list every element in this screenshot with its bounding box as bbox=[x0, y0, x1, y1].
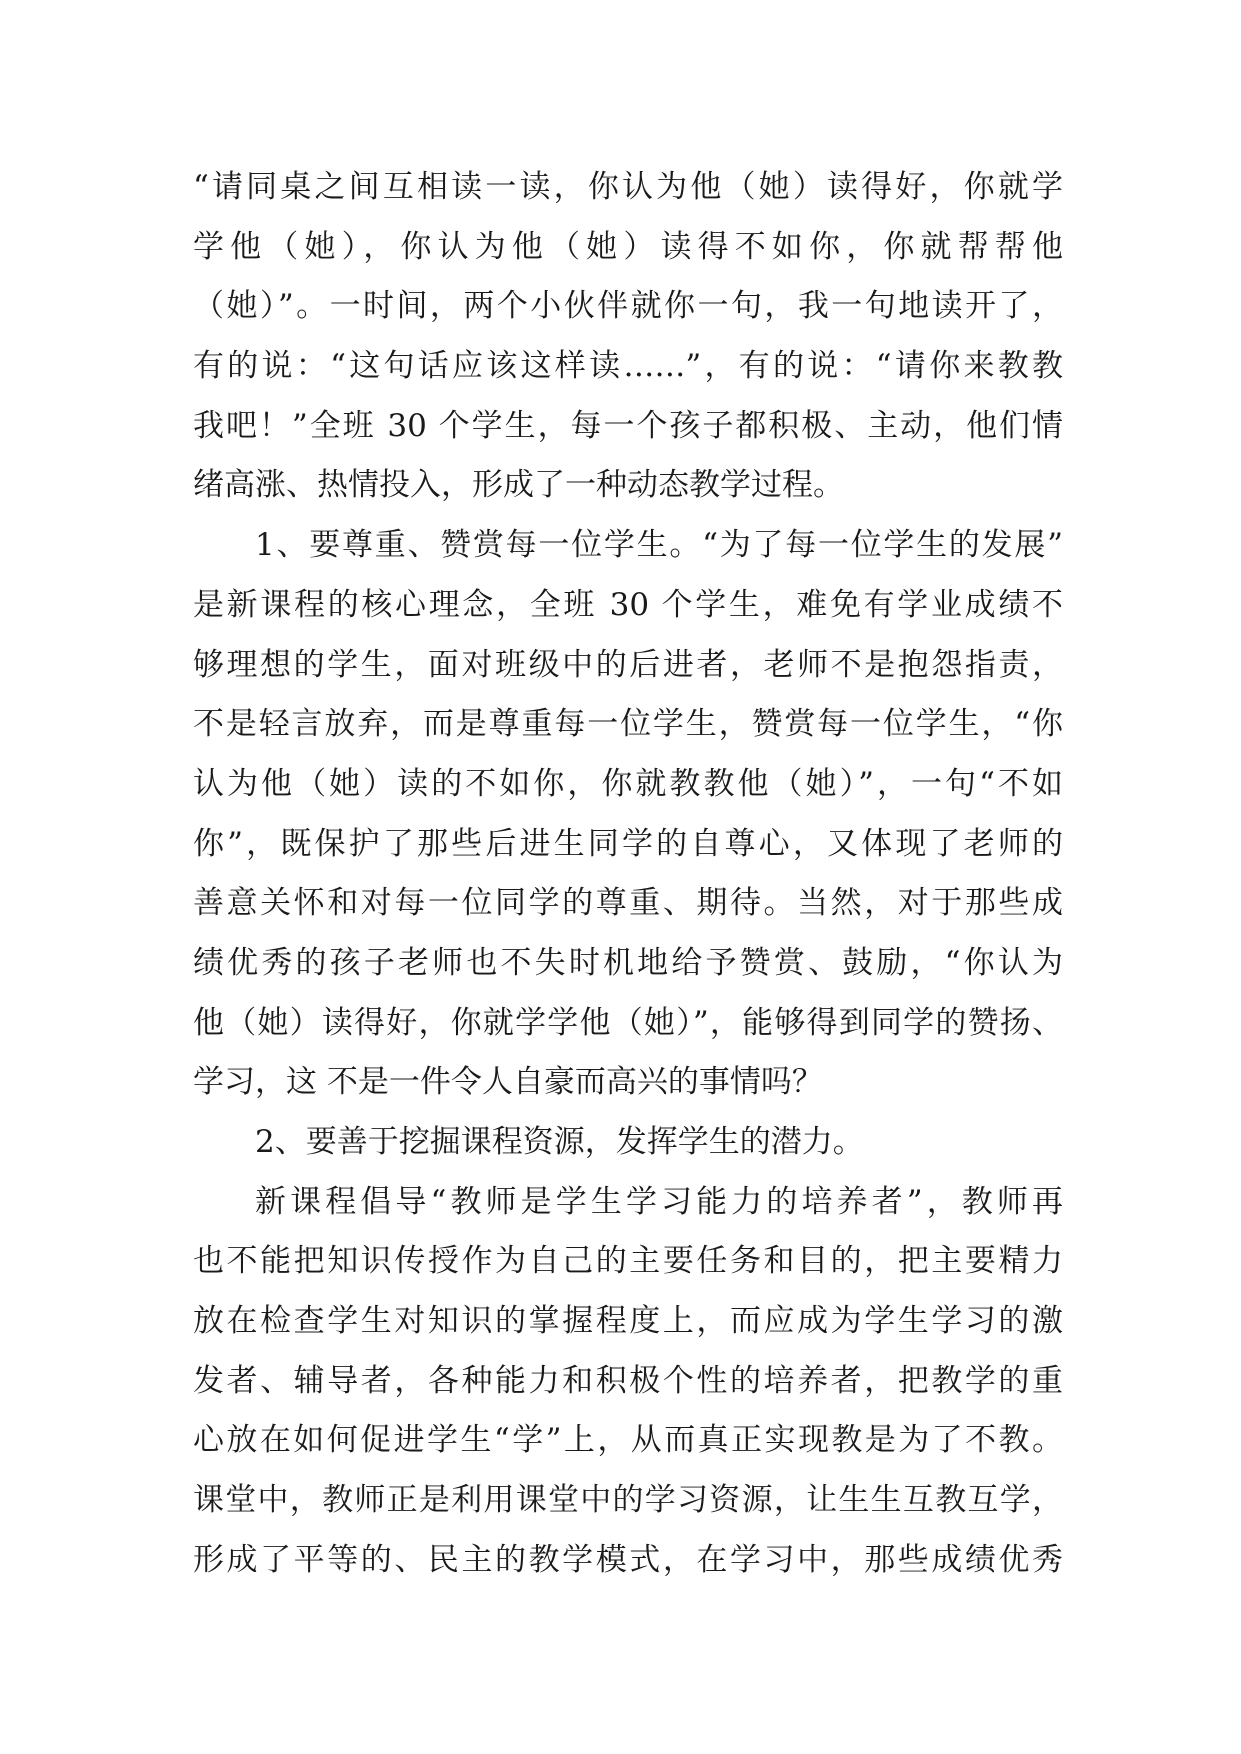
text-line: （她）”。一时间，两个小伙伴就你一句，我一句地读开了， bbox=[193, 288, 1063, 325]
text-line: 形成了平等的、民主的教学模式，在学习中，那些成绩优秀 bbox=[193, 1541, 1063, 1578]
text-line: 我吧！”全班 30 个学生，每一个孩子都积极、主动，他们情 bbox=[193, 407, 1063, 444]
text-line: “请同桌之间互相读一读，你认为他（她）读得好，你就学 bbox=[193, 169, 1063, 205]
text-line: 绩优秀的孩子老师也不失时机地给予赞赏、鼓励，“你认为 bbox=[193, 944, 1063, 981]
text-line: 新课程倡导“教师是学生学习能力的培养者”，教师再 bbox=[255, 1183, 1063, 1220]
body-text bbox=[193, 158, 1063, 1591]
text-line: 善意关怀和对每一位同学的尊重、期待。当然，对于那些成 bbox=[193, 885, 1063, 922]
text-line: 1、要尊重、赞赏每一位学生。“为了每一位学生的发展” bbox=[255, 527, 1063, 564]
text-line: 学习，这 不是一件令人自豪而高兴的事情吗？ bbox=[193, 1064, 823, 1101]
text-line: 有的说：“这句话应该这样读……”，有的说：“请你来教教 bbox=[193, 348, 1063, 385]
text-line: 学他（她），你认为他（她）读得不如你，你就帮帮他 bbox=[193, 228, 1063, 265]
text-line: 不是轻言放弃，而是尊重每一位学生，赞赏每一位学生，“你 bbox=[193, 706, 1063, 743]
text-line: 课堂中，教师正是利用课堂中的学习资源，让生生互教互学， bbox=[193, 1482, 1063, 1519]
text-line: 心放在如何促进学生“学”上，从而真正实现教是为了不教。 bbox=[193, 1422, 1063, 1459]
text-line: 认为他（她）读的不如你，你就教教他（她）”，一句“不如 bbox=[193, 765, 1063, 802]
text-line: 是新课程的核心理念，全班 30 个学生，难免有学业成绩不 bbox=[193, 586, 1063, 623]
text-line: 也不能把知识传授作为自己的主要任务和目的，把主要精力 bbox=[193, 1243, 1063, 1280]
text-line: 2、要善于挖掘课程资源，发挥学生的潜力。 bbox=[255, 1124, 864, 1160]
text-line: 发者、辅导者，各种能力和积极个性的培养者，把教学的重 bbox=[193, 1362, 1063, 1399]
text-line: 放在检查学生对知识的掌握程度上，而应成为学生学习的激 bbox=[193, 1303, 1063, 1340]
text-line: 他（她）读得好，你就学学他（她）”，能够得到同学的赞扬、 bbox=[193, 1004, 1063, 1041]
text-line: 够理想的学生，面对班级中的后进者，老师不是抱怨指责， bbox=[193, 646, 1063, 683]
text-line: 绪高涨、热情投入，形成了一种动态教学过程。 bbox=[193, 467, 844, 504]
text-line: 你”，既保护了那些后进生同学的自尊心，又体现了老师的 bbox=[193, 825, 1063, 862]
